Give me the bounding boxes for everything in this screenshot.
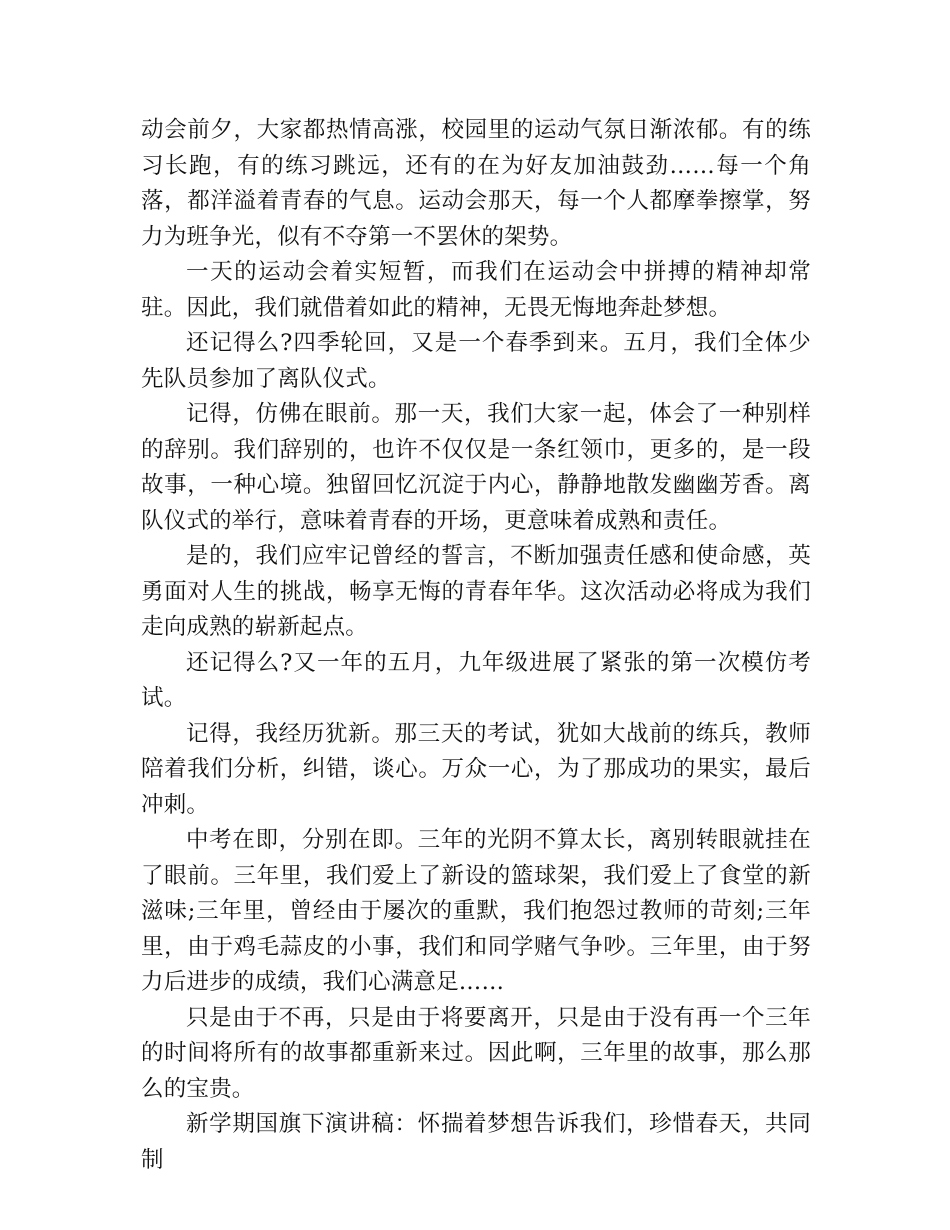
paragraph-10: 新学期国旗下演讲稿：怀揣着梦想告诉我们，珍惜春天，共同制 bbox=[141, 1111, 811, 1173]
paragraph-8: 中考在即，分别在即。三年的光阴不算太长，离别转眼就挂在了眼前。三年里，我们爱上了新设的篮球架，我们爱上了食堂的新滋味;三年里，曾经由于屡次的重默，我们抱怨过教师的苛刻;三年里，由于鸡毛蒜皮的小事，我们和同学赌气争吵。三年里，由于努力后进步的成绩，我们心满意足…… bbox=[141, 827, 811, 995]
paragraph-5: 是的，我们应牢记曾经的誓言，不断加强责任感和使命感，英勇面对人生的挑战，畅享无悔的青春年华。这次活动必将成为我们走向成熟的崭新起点。 bbox=[141, 543, 811, 640]
document-body bbox=[141, 113, 811, 1178]
paragraph-3: 还记得么?四季轮回，又是一个春季到来。五月，我们全体少先队员参加了离队仪式。 bbox=[141, 330, 811, 392]
paragraph-4: 记得，仿佛在眼前。那一天，我们大家一起，体会了一种别样的辞别。我们辞别的，也许不仅仅是一条红领巾，更多的，是一段故事，一种心境。独留回忆沉淀于内心，静静地散发幽幽芳香。离队仪式的举行，意味着青春的开场，更意味着成熟和责任。 bbox=[141, 401, 811, 534]
paragraph-6: 还记得么?又一年的五月，九年级进展了紧张的第一次模仿考试。 bbox=[141, 649, 811, 711]
paragraph-9: 只是由于不再，只是由于将要离开，只是由于没有再一个三年的时间将所有的故事都重新来过。因此啊，三年里的故事，那么那么的宝贵。 bbox=[141, 1004, 811, 1102]
paragraph-2: 一天的运动会着实短暂，而我们在运动会中拼搏的精神却常驻。因此，我们就借着如此的精神，无畏无悔地奔赴梦想。 bbox=[141, 259, 811, 321]
paragraph-7: 记得，我经历犹新。那三天的考试，犹如大战前的练兵，教师陪着我们分析，纠错，谈心。万众一心，为了那成功的果实，最后冲刺。 bbox=[141, 720, 811, 818]
paragraph-1: 动会前夕，大家都热情高涨，校园里的运动气氛日渐浓郁。有的练习长跑，有的练习跳远，还有的在为好友加油鼓劲……每一个角落，都洋溢着青春的气息。运动会那天，每一个人都摩拳擦掌，努力为班争光，似有不夺第一不罢休的架势。 bbox=[141, 117, 811, 250]
